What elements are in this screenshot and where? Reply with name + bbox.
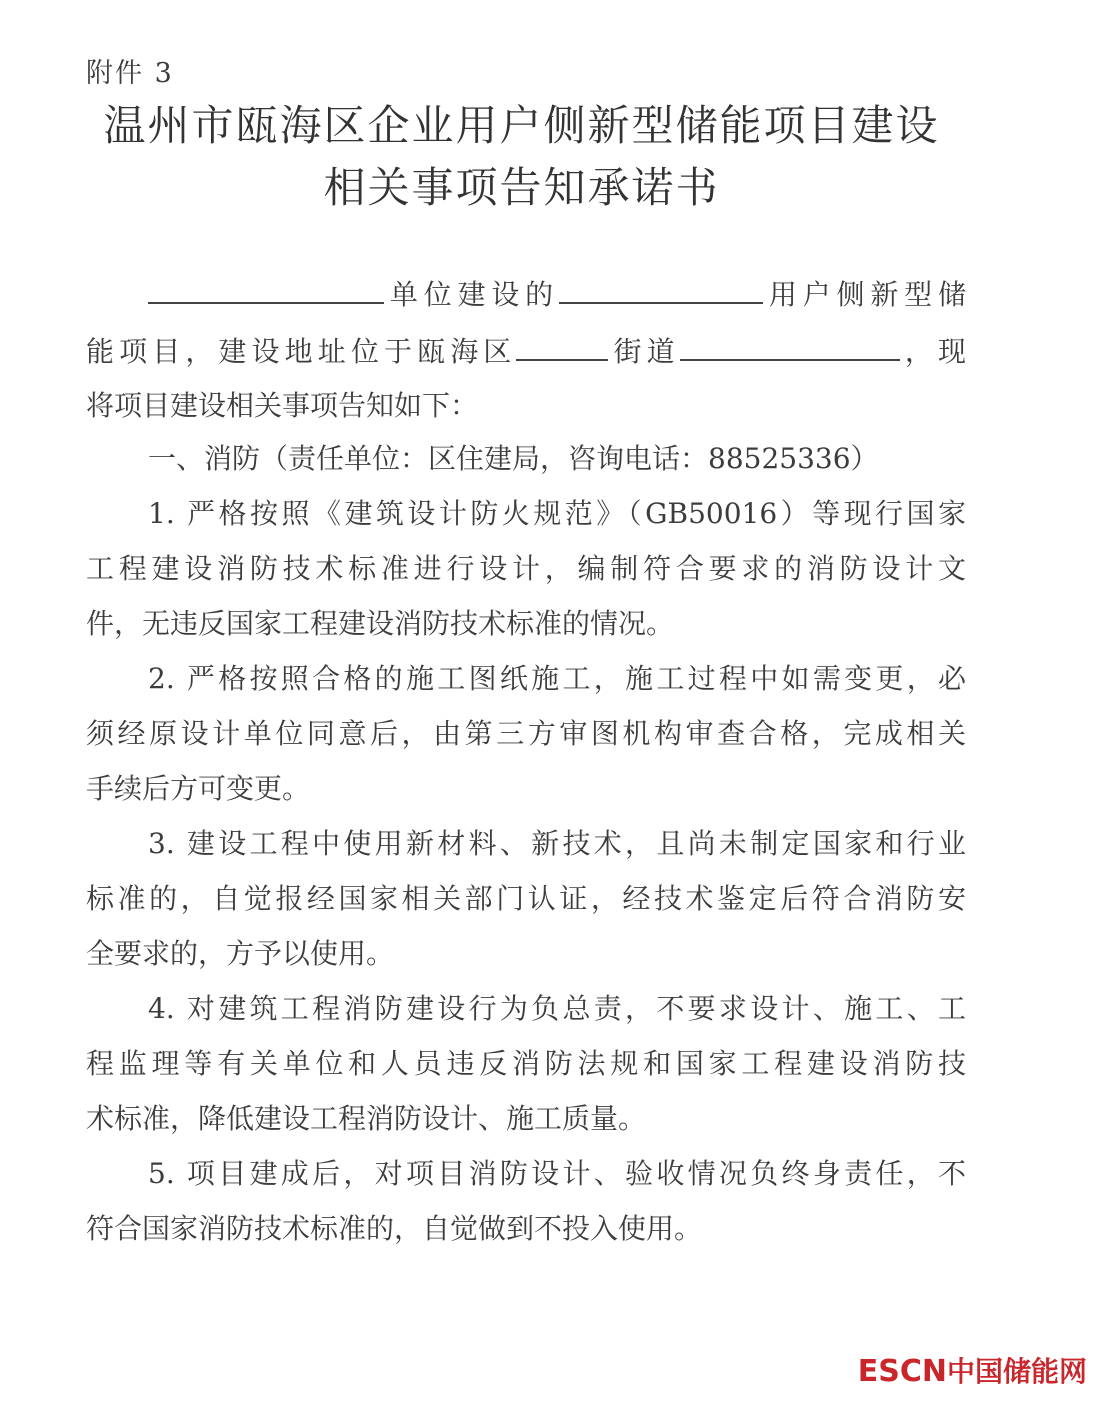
item-5-line-2: 符合国家消防技术标准的，自觉做到不投入使用。 xyxy=(86,1212,703,1245)
intro-line-3: 将项目建设相关事项告知如下： xyxy=(86,389,479,422)
document-title-line-1: 温州市瓯海区企业用户侧新型储能项目建设 xyxy=(103,101,940,150)
intro-line-1 xyxy=(148,274,966,313)
item-1-line-1: 1. 严格按照《建筑设计防火规范》（GB50016）等现行国家 xyxy=(148,497,966,530)
intro-fragment: 街道 xyxy=(608,335,680,368)
blank-project-name xyxy=(559,274,763,304)
attachment-label: 附件 3 xyxy=(86,58,174,89)
item-4-line-3: 术标准，降低建设工程消防设计、施工质量。 xyxy=(86,1102,647,1135)
blank-street xyxy=(516,331,608,361)
blank-address xyxy=(680,331,900,361)
intro-fragment: 能项目，建设地址位于瓯海区 xyxy=(86,335,517,368)
blank-unit-name xyxy=(148,274,384,304)
item-2-line-2: 须经原设计单位同意后，由第三方审图机构审查合格，完成相关 xyxy=(86,717,966,750)
item-1-line-2: 工程建设消防技术标准进行设计，编制符合要求的消防设计文 xyxy=(86,552,966,585)
item-4-line-2: 程监理等有关单位和人员违反消防法规和国家工程建设消防技 xyxy=(86,1047,966,1080)
item-5-line-1: 5. 项目建成后，对项目消防设计、验收情况负终身责任，不 xyxy=(148,1157,966,1190)
intro-line-2 xyxy=(86,331,966,370)
item-3-line-1: 3. 建设工程中使用新材料、新技术，且尚未制定国家和行业 xyxy=(148,827,966,860)
intro-fragment: ，现 xyxy=(899,335,966,368)
section-heading: 一、消防（责任单位：区住建局，咨询电话：88525336） xyxy=(148,442,879,475)
item-3-line-2: 标准的，自觉报经国家相关部门认证，经技术鉴定后符合消防安 xyxy=(86,882,966,915)
watermark-en: ESCN xyxy=(857,1354,947,1389)
item-3-line-3: 全要求的，方予以使用。 xyxy=(86,937,395,970)
intro-fragment: 用户侧新型储 xyxy=(763,278,966,311)
item-4-line-1: 4. 对建筑工程消防建设行为负总责，不要求设计、施工、工 xyxy=(148,992,966,1025)
watermark-cn: 中国储能网 xyxy=(946,1355,1087,1388)
escn-watermark-logo xyxy=(858,1354,1087,1390)
item-1-line-3: 件，无违反国家工程建设消防技术标准的情况。 xyxy=(86,607,675,640)
item-2-line-3: 手续后方可变更。 xyxy=(86,772,311,805)
item-2-line-1: 2. 严格按照合格的施工图纸施工，施工过程中如需变更，必 xyxy=(148,662,966,695)
intro-fragment: 单位建设的 xyxy=(384,278,559,311)
document-title-line-2: 相关事项告知承诺书 xyxy=(323,163,720,212)
